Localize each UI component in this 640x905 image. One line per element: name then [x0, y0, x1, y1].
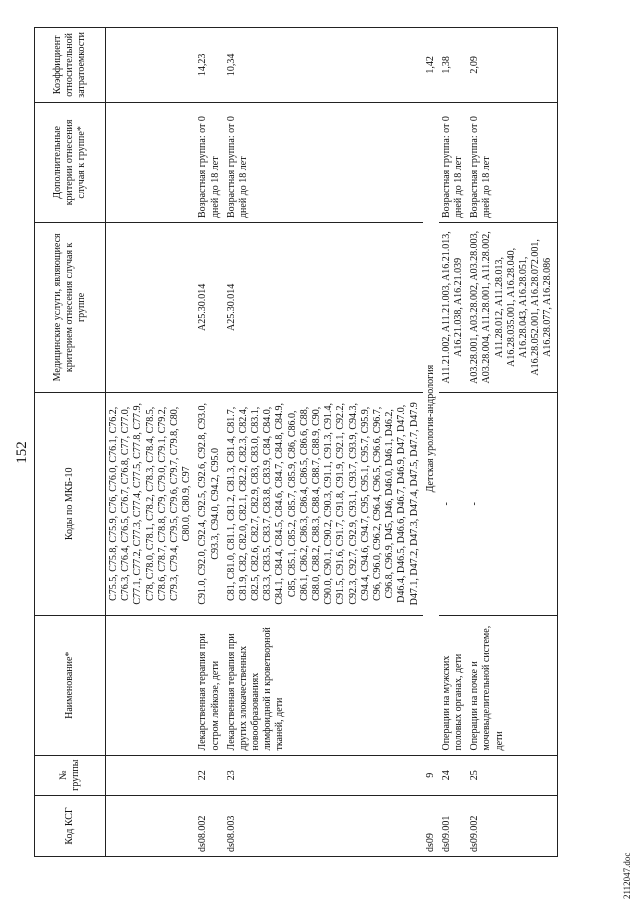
cell-name: Лекарственная терапия при других злокачественных новообразованиях лимфоидной и кроветворной тканей, дети: [224, 615, 423, 755]
cell-code: ds09.001: [439, 795, 467, 856]
header-num: № группы: [35, 755, 106, 795]
cell-code: ds08.003: [224, 795, 423, 856]
cell-services: A11.21.002, A11.21.003, A16.21.013, A16.21.038, A16.21.039: [439, 223, 467, 393]
cell-coef: 1,38: [439, 28, 467, 103]
cell-criteria: Возрастная группа: от 0 дней до 18 лет: [439, 102, 467, 222]
cell-num: 9: [423, 755, 439, 795]
cell-criteria: [106, 102, 196, 222]
cell-name: Лекарственная терапия при остром лейкозе, дети: [195, 615, 223, 755]
cell-coef: 14,23: [195, 28, 223, 103]
ksg-table: [34, 27, 558, 857]
header-code: Код КСГ: [35, 795, 106, 856]
cell-name: Операции на мужских половых органах, дети: [439, 615, 467, 755]
cell-num: [106, 755, 196, 795]
cell-name: [106, 615, 196, 755]
table-row: [224, 28, 423, 857]
cell-code: ds09: [423, 795, 439, 856]
header-services: Медицинские услуги, являющиеся критерием отнесения случая к группе: [35, 223, 106, 393]
table-row: [106, 28, 196, 857]
header-coef: Коэффициент относительной затратоемкости: [35, 28, 106, 103]
cell-coef: [106, 28, 196, 103]
cell-coef: 1,42: [423, 28, 439, 103]
footer-filename: 2112047.doc: [622, 852, 632, 899]
cell-code: [106, 795, 196, 856]
cell-coef: 10,34: [224, 28, 423, 103]
cell-icd: C75.5, C75.8, C75.9, C76, C76.0, C76.1, C76.2, C76.3, C76.4, C76.5, C76.7, C76.8, C77, C77.0, C77.1, C77.2, C77.3, C77.4, C77.5, C77.8, C77.9, C78, C78.0, C78.1, C78.2, C78.3, C78.4, C78.5, C78.6, C78.7, C78.8, C79, C79.0, C79.1, C79.2, C79.3, C79.4, C79.5, C79.6, C79.7, C79.8, C80, C80.0, C80.9, C97: [106, 392, 196, 615]
table-row: [195, 28, 223, 857]
header-icd: Коды по МКБ-10: [35, 392, 106, 615]
section-title: Детская урология-андрология: [423, 102, 439, 755]
cell-criteria: Возрастная группа: от 0 дней до 18 лет: [195, 102, 223, 222]
cell-icd: -: [467, 392, 557, 615]
cell-services: A03.28.001, A03.28.002, A03.28.003, A03.28.004, A11.28.001, A11.28.002, A11.28.012, A11.28.013, A16.28.035.001, A16.28.040, A16.28.043, A16.28.051, A16.28.052.001, A16.28.072.001, A16.28.077, A16.28.086: [467, 223, 557, 393]
cell-code: ds08.002: [195, 795, 223, 856]
cell-services: [106, 223, 196, 393]
header-name: Наименование*: [35, 615, 106, 755]
table-row: [467, 28, 557, 857]
cell-criteria: Возрастная группа: от 0 дней до 18 лет: [224, 102, 423, 222]
cell-icd: C91.0, C92.0, C92.4, C92.5, C92.6, C92.8, C93.0, C93.3, C94.0, C94.2, C95.0: [195, 392, 223, 615]
cell-num: 23: [224, 755, 423, 795]
cell-criteria: Возрастная группа: от 0 дней до 18 лет: [467, 102, 557, 222]
section-row: [423, 28, 439, 857]
cell-icd: -: [439, 392, 467, 615]
header-criteria: Дополнительные критерии отнесения случая к группе*: [35, 102, 106, 222]
cell-num: 22: [195, 755, 223, 795]
cell-num: 24: [439, 755, 467, 795]
cell-icd: C81, C81.0, C81.1, C81.2, C81.3, C81.4, C81.7, C81.9, C82, C82.0, C82.1, C82.2, C82.3, C82.4, C82.5, C82.6, C82.7, C82.9, C83, C83.0, C83.1, C83.3, C83.5, C83.7, C83.8, C83.9, C84, C84.0, C84.1, C84.4, C84.5, C84.6, C84.7, C84.8, C84.9, C85, C85.1, C85.2, C85.7, C85.9, C86, C86.0, C86.1, C86.2, C86.3, C86.4, C86.5, C86.6, C88, C88.0, C88.2, C88.3, C88.4, C88.7, C88.9, C90, C90.0, C90.1, C90.2, C90.3, C91.1, C91.3, C91.4, C91.5, C91.6, C91.7, C91.8, C91.9, C92.1, C92.2, C92.3, C92.7, C92.9, C93.1, C93.7, C93.9, C94.3, C94.4, C94.6, C94.7, C95, C95.1, C95.7, C95.9, C96, C96.0, C96.2, C96.4, C96.5, C96.6, C96.7, C96.8, C96.9, D45, D46, D46.0, D46.1, D46.2, D46.4, D46.5, D46.6, D46.7, D46.9, D47, D47.0, D47.1, D47.2, D47.3, D47.4, D47.5, D47.7, D47.9: [224, 392, 423, 615]
cell-code: ds09.002: [467, 795, 557, 856]
page-number: 152: [14, 441, 30, 464]
cell-name: Операции на почке и мочевыделительной системе, дети: [467, 615, 557, 755]
table-header-row: [35, 28, 106, 857]
cell-coef: 2,09: [467, 28, 557, 103]
cell-services: A25.30.014: [224, 223, 423, 393]
cell-services: A25.30.014: [195, 223, 223, 393]
cell-num: 25: [467, 755, 557, 795]
table-row: [439, 28, 467, 857]
